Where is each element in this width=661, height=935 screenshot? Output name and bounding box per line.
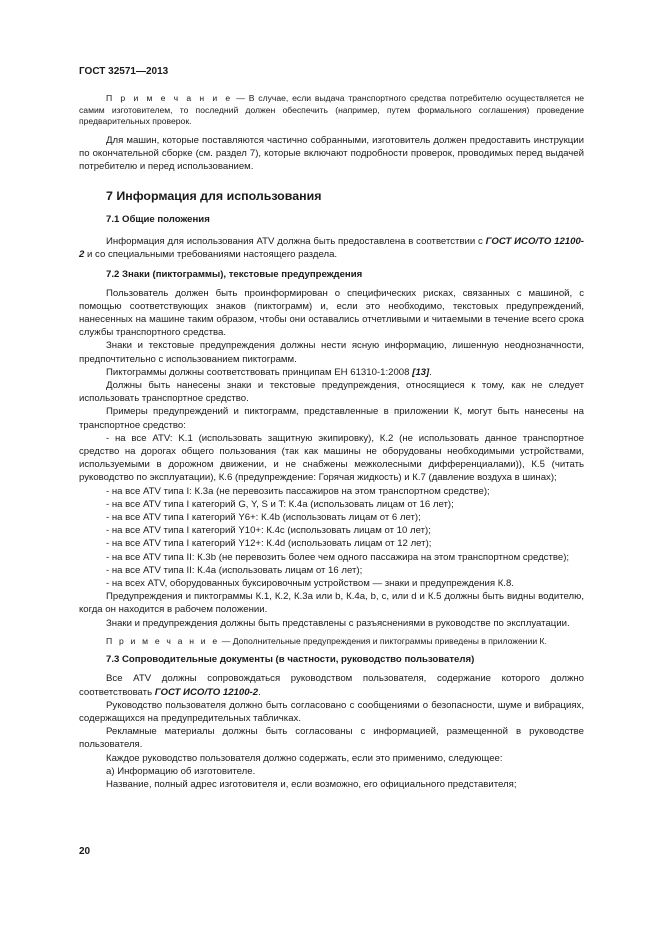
note-paragraph — [79, 93, 584, 128]
list-item: - на все ATV типа II: К.3b (не перевозить более чем одного пассажира на этом транспортном средстве); — [106, 551, 570, 563]
page-content — [79, 93, 584, 791]
section-7-3-p2: Руководство пользователя должно быть согласовано с сообщениями о безопасности, шуме и вибрациях, содержащихся на предупредительных табличках. — [79, 699, 584, 724]
note-text: — Дополнительные предупреждения и пиктограммы приведены в приложении К. — [219, 635, 547, 646]
section-7-2-p7: Знаки и предупреждения должны быть представлены с разъяснениями в руководстве по эксплуатации. — [106, 617, 570, 629]
list-item: - на все ATV типа I категорий Y12+: К.4d (использовать лицам от 12 лет); — [106, 538, 432, 550]
list-item: - на все ATV типа I: К.3а (не перевозить пассажиров на этом транспортном средстве); — [106, 485, 490, 497]
section-7-heading: 7 Информация для использования — [106, 189, 322, 204]
bibliography-reference: [13] — [412, 366, 430, 378]
standard-reference: ГОСТ ИСО/ТО 12100-2 — [154, 686, 259, 698]
note-label: П р и м е ч а н и е — [106, 93, 233, 103]
section-7-1-heading: 7.1 Общие положения — [106, 214, 210, 226]
section-7-2-p6: Предупреждения и пиктограммы К.1, К.2, К.3а или b, К.4а, b, с, или d и К.5 должны быть видны водителю, когда он находится в рабочем положении. — [79, 591, 584, 616]
page-number: 20 — [79, 846, 91, 857]
section-7-3-p4: Каждое руководство пользователя должно содержать, если это применимо, следующее: — [106, 752, 503, 764]
section-7-3-p1 — [79, 672, 584, 698]
list-item: - на все ATV типа I категорий Y6+: К.4b (использовать лицам от 6 лет); — [106, 511, 421, 523]
list-item: - на все ATV типа II: К.4а (использовать лицам от 16 лет); — [106, 564, 363, 576]
standard-reference: ГОСТ ИСО/ТО 12100-2 — [79, 236, 584, 261]
section-7-2-p5: Примеры предупреждений и пиктограмм, представленные в приложении К, могут быть нанесены на транспортное средство: — [79, 406, 584, 431]
list-item: - на все ATV типа I категорий G, Y, S и T: К.4а (использовать лицам от 16 лет); — [106, 498, 454, 510]
list-item: - на все ATV: K.1 (использовать защитную экипировку), К.2 (не использовать данное транспортное средство на дорогах общего пользования (так как машины не оборудованы необходимыми устройствами, используемыми в дорожном движении, и не снабжены межколесными дифференциалами)), К.5 (читать руководство по эксплуатации), К.6 (предупреждение: Горячая жидкость) и К.7 (давление воздуха в шинах); — [79, 432, 584, 484]
list-item: - на всех ATV, оборудованных буксировочным устройством — знаки и предупреждения К.8. — [106, 577, 514, 589]
p3-end: . — [429, 366, 432, 378]
section-7-2-p1: Пользователь должен быть проинформирован о специфических рисках, связанных с машиной, с помощью соответствующих знаков (пиктограмм) и, если это необходимо, текстовых предупреждений, нанесенных на машине таким образом, чтобы они оставались отчетливыми и читаемыми в течение всего срока службы транспортного средства. — [79, 287, 584, 339]
note-label: П р и м е ч а н и е — [106, 635, 220, 646]
p1-end: . — [258, 686, 261, 698]
section-7-2-p3 — [79, 366, 584, 379]
section-7-3-p6: Название, полный адрес изготовителя и, если возможно, его официального представителя; — [106, 778, 517, 790]
section-7-1-paragraph — [79, 235, 584, 261]
section-7-3-p5: а) Информацию об изготовителе. — [106, 765, 256, 777]
note-text: — В случае, если выдача транспортного средства потребителю осуществляется не самим изготовителем, то последний должен обеспечить (например, путем формального соглашения) проведение предварительных проверок. — [79, 93, 584, 126]
standard-id-header: ГОСТ 32571—2013 — [79, 66, 169, 77]
p1-text: Все ATV должны сопровождаться руководством пользователя, содержание которого должно соответствовать — [79, 673, 584, 698]
section-7-1-text-end: и со специальными требованиями настоящего раздела. — [84, 249, 338, 261]
section-7-1-text: Информация для использования ATV должна быть предоставлена в соответствии с — [106, 236, 486, 248]
section-7-3-p3: Рекламные материалы должны быть согласованы с информацией, размещенной в руководстве пользователя. — [79, 726, 584, 751]
list-item: - на все ATV типа I категорий Y10+: К.4с (использовать лицам от 10 лет); — [106, 525, 431, 537]
p3-text: Пиктограммы должны соответствовать принципам ЕН 61310-1:2008 — [106, 366, 413, 378]
section-7-2-p2: Знаки и текстовые предупреждения должны нести ясную информацию, лишенную неоднозначности, предпочтительно с использованием пиктограмм. — [79, 340, 584, 365]
section-7-2-heading: 7.2 Знаки (пиктограммы), текстовые предупреждения — [106, 268, 363, 280]
note-paragraph — [79, 636, 584, 648]
section-7-3-heading: 7.3 Сопроводительные документы (в частности, руководство пользователя) — [106, 654, 475, 666]
assembly-paragraph: Для машин, которые поставляются частично собранными, изготовитель должен предоставить инструкции по окончательной сборке (см. раздел 7), которые включают подробности проверок, проводимых перед выдачей потребителю и перед использованием. — [79, 134, 584, 172]
section-7-2-p4: Должны быть нанесены знаки и текстовые предупреждения, относящиеся к тому, как не следует использовать транспортное средство. — [79, 379, 584, 405]
